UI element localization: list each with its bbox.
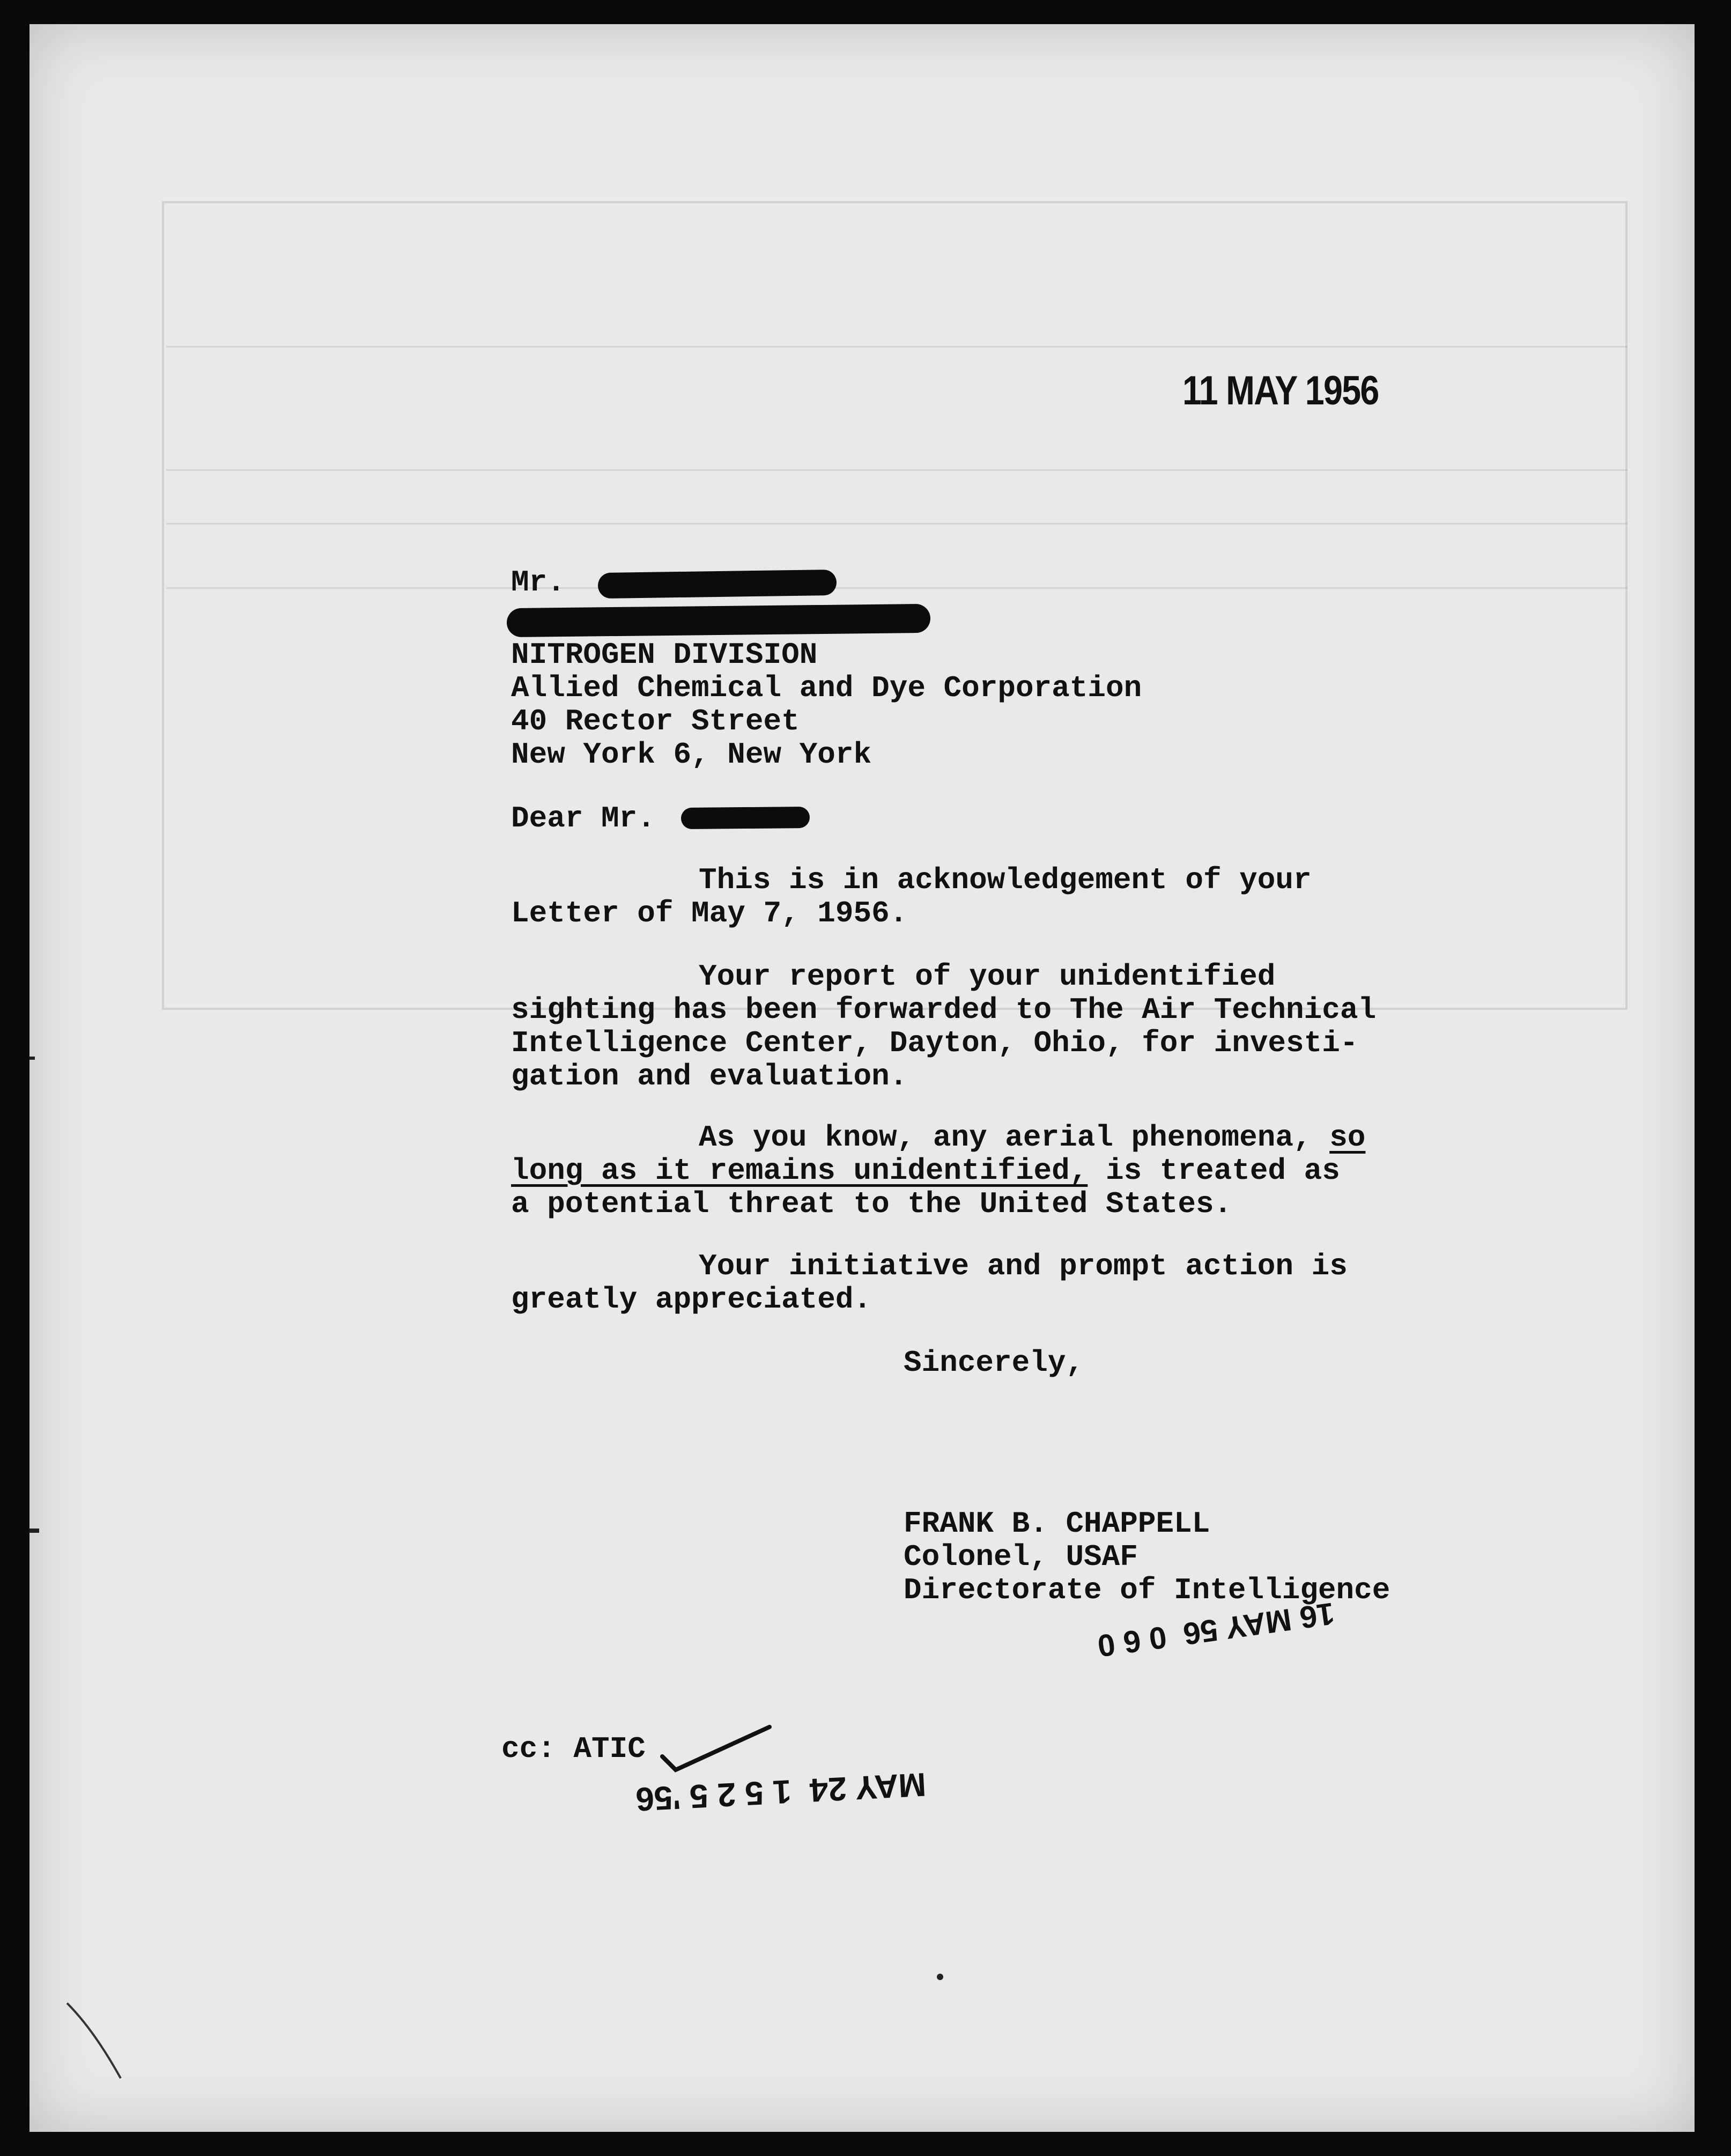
signature-name: FRANK B. CHAPPELL <box>904 1507 1210 1541</box>
body-p3-line1-underlined: so <box>1329 1120 1366 1155</box>
closing: Sincerely, <box>904 1346 1084 1380</box>
address-city: New York 6, New York <box>511 737 872 772</box>
address-division: NITROGEN DIVISION <box>511 638 818 672</box>
redacted-greeting-name <box>681 807 810 829</box>
body-p1-line1: This is in acknowledgement of your <box>699 863 1312 897</box>
body-p3-line3: a potential threat to the United States. <box>511 1187 1232 1221</box>
scan-mark-left-2 <box>29 1057 35 1060</box>
body-p4-line2: greatly appreciated. <box>511 1282 872 1317</box>
letter-page <box>29 24 1695 2132</box>
body-p1-line2: Letter of May 7, 1956. <box>511 896 908 931</box>
scan-mark-left <box>29 1529 39 1533</box>
cc-line: cc: ATIC <box>501 1732 646 1766</box>
date-stamp: 11 MAY 1956 <box>1182 368 1379 414</box>
address-company: Allied Chemical and Dye Corporation <box>511 671 1142 705</box>
body-p3-line1 <box>699 1121 1365 1154</box>
body-p2-line1: Your report of your unidentified <box>699 959 1276 994</box>
body-p2-line2: sighting has been forwarded to The Air Technical <box>511 993 1377 1027</box>
redacted-name <box>598 570 837 599</box>
body-p2-line3: Intelligence Center, Dayton, Ohio, for investi- <box>511 1026 1358 1060</box>
address-street: 40 Rector Street <box>511 704 800 739</box>
body-p4-line1: Your initiative and prompt action is <box>699 1249 1348 1283</box>
signature-office: Directorate of Intelligence <box>904 1573 1390 1607</box>
body-p3-line2-underlined: long as it remains unidentified, <box>511 1154 1088 1188</box>
salutation-prefix: Mr. <box>511 565 565 600</box>
received-stamp-1: 16 MAY 56 0 6 0 <box>1095 1596 1337 1664</box>
checkmark-icon <box>657 1719 775 1778</box>
signature-rank: Colonel, USAF <box>904 1540 1138 1574</box>
received-stamp-2: MAY 24 1 5 2 5 '56 <box>634 1765 927 1818</box>
body-p3-line1-a: As you know, any aerial phenomena, <box>699 1120 1330 1155</box>
scan-speck <box>937 1974 943 1980</box>
greeting: Dear Mr. <box>511 801 655 836</box>
scan-scratch <box>62 1998 126 2084</box>
body-p2-line4: gation and evaluation. <box>511 1059 908 1094</box>
body-p3-line2-b: is treated as <box>1088 1154 1340 1188</box>
redacted-title <box>507 604 931 637</box>
body-p3-line2 <box>511 1154 1340 1187</box>
